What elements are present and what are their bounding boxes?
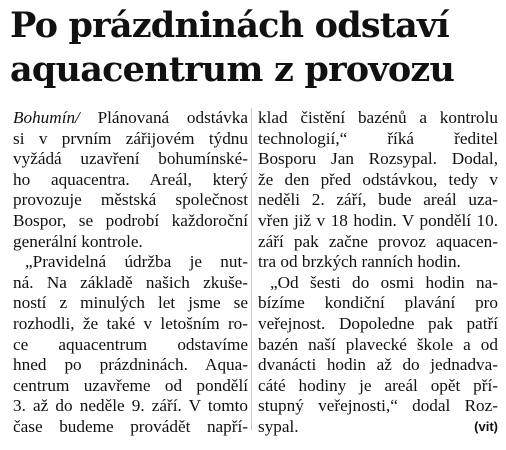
body-line: ná. Na základě našich zkuše- [13,272,248,292]
article-column-right [258,108,498,438]
body-line: „Pravidelná údržba je nut- [25,252,248,272]
body-line: bízíme kondiční plavání pro [258,293,498,313]
body-line: neděli 2. září, bude areál uza- [258,190,498,210]
author-signature: (vit) [474,418,498,434]
dateline-location: Bohumín/ [13,108,80,127]
body-line: že den před odstávkou, tedy v [258,169,498,189]
body-line: 3. až do neděle 9. září. V tomto [13,396,248,416]
body-line: čase budeme provádět napří- [13,416,248,436]
body-line: tra od brzkých ranních hodin. [258,252,461,272]
body-line: vyžádá uzavření bohumínské- [13,149,248,169]
body-line-text: Plánovaná odstávka [79,108,248,127]
body-line: „Od šesti do osmi hodin na- [270,272,498,292]
column-divider [251,108,252,430]
body-line-last [258,417,498,438]
body-line: ností z minulých let jsme se [13,293,248,313]
body-line: generální kontrole. [13,231,143,251]
body-line: technologií,“ říká ředitel [258,128,498,148]
body-line: stupný veřejnosti,“ dodal Roz- [258,396,498,416]
headline-line: aquacentrum z provozu [10,49,455,90]
headline-line: Po prázdninách odstaví [10,5,450,46]
body-line: provozuje městská společnost [13,190,248,210]
body-line: ho aquacentra. Areál, který [13,169,248,189]
body-line: Bosporu Jan Rozsypal. Dodal, [258,149,498,169]
body-line: cáté hodiny je areál opět pří- [258,375,498,395]
body-line: Bospor, se podrobí každoroční [13,210,248,230]
article-column-left [13,108,248,438]
body-line: klad čistění bazénů a kontrolu [258,108,498,127]
body-line: dvanácti hodin až do jednadva- [258,355,498,375]
body-line-text: sypal. [258,416,299,436]
body-line: centrum uzavřeme od pondělí [13,375,248,395]
body-line: veřejnost. Dopoledne pak patří [258,313,498,333]
body-line: bazén naší plavecké škole a od [258,334,498,354]
body-line: září pak začne provoz aquacen- [258,231,498,251]
article-headline [10,4,500,92]
body-line: rozhodli, že také v letošním ro- [13,313,248,333]
body-line: hned po prázdninách. Aqua- [13,355,248,375]
body-line: si v prvním zářijovém týdnu [13,128,248,148]
body-line [13,108,248,129]
body-line: vřen již v 18 hodin. V pondělí 10. [258,210,498,230]
body-line: ce aquacentrum odstavíme [13,334,248,354]
